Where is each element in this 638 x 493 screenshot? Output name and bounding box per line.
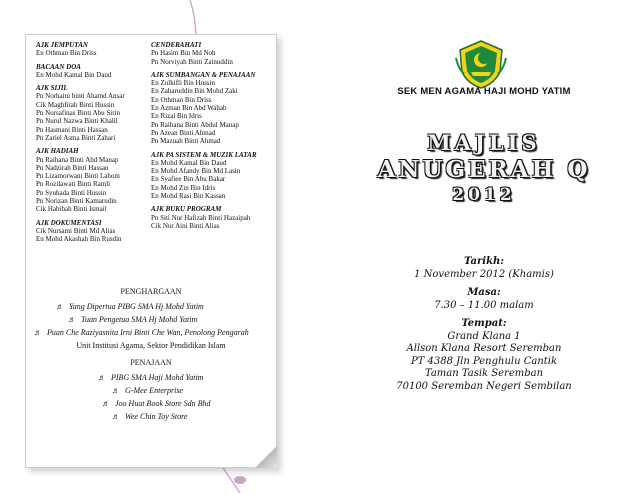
committee-member: En Rizal Bin Idris — [151, 112, 202, 121]
committee-member: Pn Raihana Binti Abdul Manap — [151, 120, 239, 129]
committee-member: En Zulkifli Bin Hussin — [151, 79, 215, 88]
committee-member: Pn Norizan Binti Kamarudin — [36, 197, 117, 206]
committee-member: Pn Raihana Binti Abd Manap — [36, 155, 119, 164]
time-value: 7.30 – 11.00 malam — [434, 299, 534, 311]
committee-column-right — [151, 41, 273, 235]
event-title-year: 2012 — [452, 185, 516, 205]
committee-group-title: AJK SUMBANGAN & PENAJAAN — [151, 70, 256, 79]
committee-member: Pn Norsafinas Binti Abu Sirin — [36, 109, 121, 118]
event-details — [330, 256, 638, 393]
committee-member: Pn Norhaini binti Ahamd Ansar — [36, 92, 125, 101]
committee-member: En Mohd Zin Bin Idris — [151, 183, 216, 192]
committee-group — [151, 205, 273, 230]
event-title-line1: MAJLIS — [427, 130, 541, 155]
time-label: Masa: — [467, 287, 501, 298]
music-note-icon: ♬ — [112, 386, 120, 395]
committee-group — [151, 71, 273, 146]
committee-group-title: AJK PA SISTEM & MUZIK LATAR — [151, 150, 257, 159]
committee-member: Pn Norviyah Binti Zainuddin — [151, 57, 233, 66]
committee-member: Cik Maghfirah Binti Hussin — [36, 100, 115, 109]
acknowledgement-line: ♬ Tuan Pengetua SMA Hj Mohd Yatim — [68, 315, 198, 324]
committee-member: En Syafiee Bin Abu Bakar — [151, 175, 226, 184]
committee-group-title: AJK DOKUMENTASI — [36, 218, 102, 227]
page-curl-corner — [255, 446, 277, 468]
committee-group-title: CENDERAHATI — [151, 41, 202, 49]
venue-line: Grand Klana 1 — [447, 330, 521, 342]
committee-member: Pn Nadzirah Binti Hassan — [36, 163, 109, 172]
committee-member: Pn Siti Nur Hafizah Binti Hazaipah — [151, 213, 251, 222]
venue-label: Tempat: — [461, 318, 507, 329]
sponsor-line: ♬ Wee Chin Toy Store — [112, 412, 188, 421]
committee-group — [36, 219, 154, 244]
committee-group-title: AJK HADIAH — [36, 147, 79, 156]
date-value: 1 November 2012 (Khamis) — [414, 268, 554, 280]
venue-line: Taman Tasik Seremban — [424, 368, 544, 379]
committee-member: Pn Zariel Asma Binti Zahari — [36, 133, 116, 142]
sponsor-heading: PENAJAAN — [130, 358, 172, 367]
committee-group-title: AJK JEMPUTAN — [36, 41, 88, 49]
committee-member: Pn Syuhada Binti Hussin — [36, 188, 107, 197]
acknowledgement-heading: PENGHARGAAN — [120, 287, 182, 296]
venue-line: Allson Klana Resort Seremban — [406, 343, 562, 354]
committee-member: En Mohd Afandy Bin Md Lasin — [151, 167, 241, 176]
committee-member: Pn Hasim Bin Md Noh — [151, 49, 216, 58]
committee-member: En Mohd Rasi Bin Kassan — [151, 192, 226, 201]
committee-member: En Othman Bin Driss — [36, 49, 97, 58]
music-note-icon: ♬ — [34, 328, 42, 337]
venue-line: 70100 Seremban Negeri Sembilan — [396, 380, 572, 392]
venue-line: PT 4388 Jln Penghulu Cantik — [410, 355, 558, 367]
committee-group-title: AJK BUKU PROGRAM — [151, 205, 222, 214]
committee-member: Pn Rozilawati Binti Ramli — [36, 180, 111, 189]
committee-member: En Mohd Kamal Bin Daud — [151, 158, 227, 167]
committee-member: En Mohd Kamal Bin Daud — [36, 70, 112, 79]
school-name: SEK MEN AGAMA HAJI MOHD YATIM — [397, 86, 571, 97]
committee-member: Cik Habibah Binti Ismail — [36, 205, 107, 214]
school-crest-icon — [454, 38, 508, 90]
committee-group — [151, 151, 273, 201]
committee-panel — [25, 34, 277, 468]
committee-member: Cik Nursami Binti Md Alias — [36, 226, 116, 235]
music-note-icon: ♬ — [102, 399, 110, 408]
committee-group-title: AJK SIJIL — [36, 84, 68, 93]
cover-panel — [330, 0, 638, 493]
committee-group — [36, 147, 154, 213]
event-title — [330, 130, 638, 206]
committee-member: Cik Nur Aini Binti Alias — [151, 221, 220, 230]
sponsor-line: ♬ G-Mee Enterprise — [112, 386, 183, 395]
music-note-icon: ♬ — [98, 373, 106, 382]
committee-group — [36, 84, 154, 142]
committee-member: Pn Azean Binti Ahmad — [151, 128, 216, 137]
committee-group-title: BACAAN DOA — [36, 62, 81, 71]
committee-member: En Othman Bin Driss — [151, 95, 212, 104]
music-note-icon: ♬ — [112, 412, 120, 421]
committee-group — [36, 41, 154, 58]
committee-group — [36, 63, 154, 80]
acknowledgement-section — [26, 285, 276, 423]
committee-group — [151, 41, 273, 66]
committee-column-left — [36, 41, 154, 249]
acknowledgement-line: ♬ Puan Che Raziyasnita Irni Binti Che Wan, Penolong Pengarah — [34, 328, 249, 337]
committee-member: Pn Hasmani Binti Hassan — [36, 125, 108, 134]
event-title-line2: ANUGERAH Q — [377, 156, 591, 183]
committee-member: En Azman Bin Abd Wahab — [151, 104, 227, 113]
acknowledgement-subline: Unit Institusi Agama, Sektor Pendidikan Islam — [76, 341, 226, 350]
committee-member: Pn Lizamorwani Binti Lahom — [36, 172, 120, 181]
sponsor-line: ♬ PIBG SMA Haji Mohd Yatim — [98, 373, 204, 382]
music-note-icon: ♬ — [68, 315, 76, 324]
acknowledgement-line: ♬ Yang Dipertua PIBG SMA Hj Mohd Yatim — [56, 302, 204, 311]
sponsor-line: ♬ Joo Huat Book Store Sdn Bhd — [102, 399, 211, 408]
committee-member: Pn Mazuah Binti Ahmad — [151, 137, 221, 146]
date-label: Tarikh: — [464, 256, 504, 267]
music-note-icon: ♬ — [56, 302, 64, 311]
committee-member: En Mohd Akashah Bin Rusdin — [36, 235, 122, 244]
committee-member: Pn Nurul Nazwa Binti Khalil — [36, 117, 118, 126]
committee-member: En Zaharuddin Bin Mohd Zaki — [151, 87, 238, 96]
